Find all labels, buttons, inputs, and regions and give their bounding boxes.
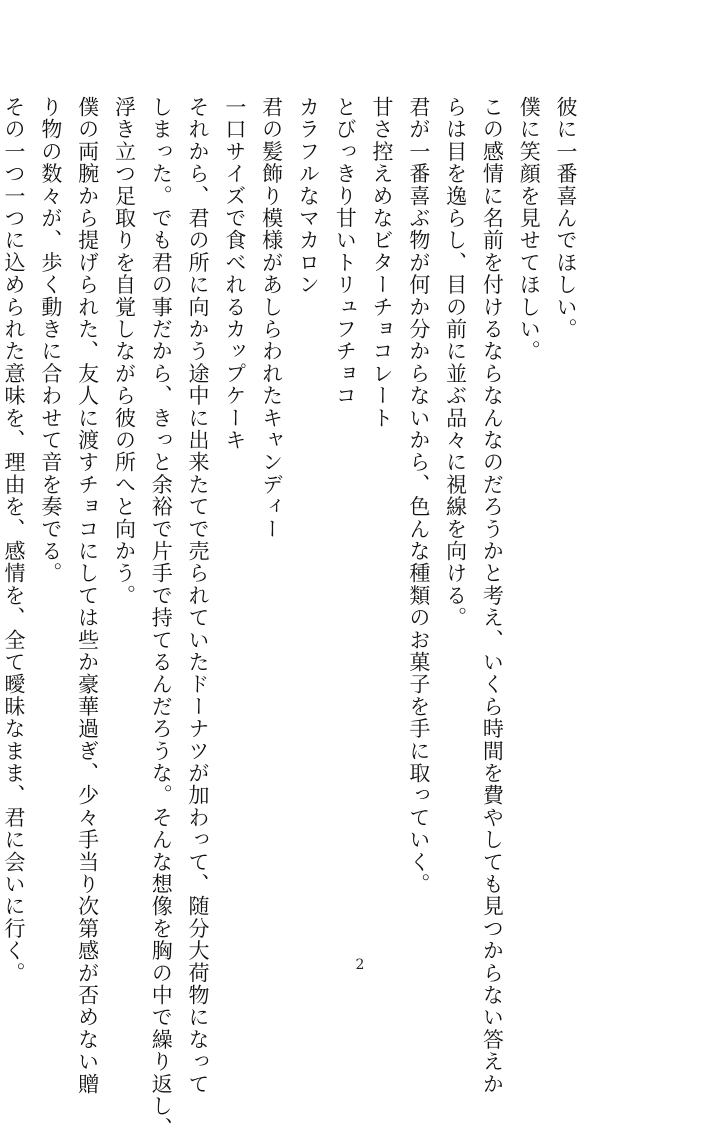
text-line: り物の数々が、歩く動きに合わせて音を奏でる。 xyxy=(38,96,63,585)
text-line: 彼に一番喜んでほしい。 xyxy=(554,96,578,341)
text-line: とびっきり甘いトリュフチョコ xyxy=(333,96,358,407)
text-line: 僕に笑顔を見せてほしい。 xyxy=(517,96,542,363)
page-number: 2 xyxy=(355,957,365,973)
text-line: 僕の両腕から提げられた、友人に渡すチョコにしては些か豪華過ぎ、少々手当り次第感が否めない贈 xyxy=(75,96,100,1095)
vertical-text-body xyxy=(2,96,584,1139)
text-line: 一口サイズで食べれるカップケーキ xyxy=(222,96,247,452)
text-line: この感情に名前を付けるならなんなのだろうかと考え、いくら時間を費やしても見つからない答えか xyxy=(480,96,505,1095)
text-line: カラフルなマカロン xyxy=(296,96,321,296)
text-line: それから、君の所に向かう途中に出来たてで売られていたドーナツが加わって、随分大荷物になって xyxy=(186,96,211,1095)
text-line: らは目を逸らし、目の前に並ぶ品々に視線を向ける。 xyxy=(443,96,468,629)
text-line: 浮き立つ足取りを自覚しながら彼の所へと向かう。 xyxy=(112,96,137,607)
text-line: しまった。でも君の事だから、きっと余裕で片手で持てるんだろうな。そんな想像を胸の中で繰り返し、 xyxy=(149,96,174,1139)
text-line: 君が一番喜ぶ物が何か分からないから、色んな種類のお菓子を手に取っていく。 xyxy=(406,96,431,896)
text-line: 甘さ控えめなビターチョコレート xyxy=(370,96,395,429)
text-line: 君の髪飾り模様があしらわれたキャンディー xyxy=(259,96,284,540)
text-line: その一つ一つに込められた意味を、理由を、感情を、全て曖昧なまま、君に会いに行く。 xyxy=(2,96,27,984)
